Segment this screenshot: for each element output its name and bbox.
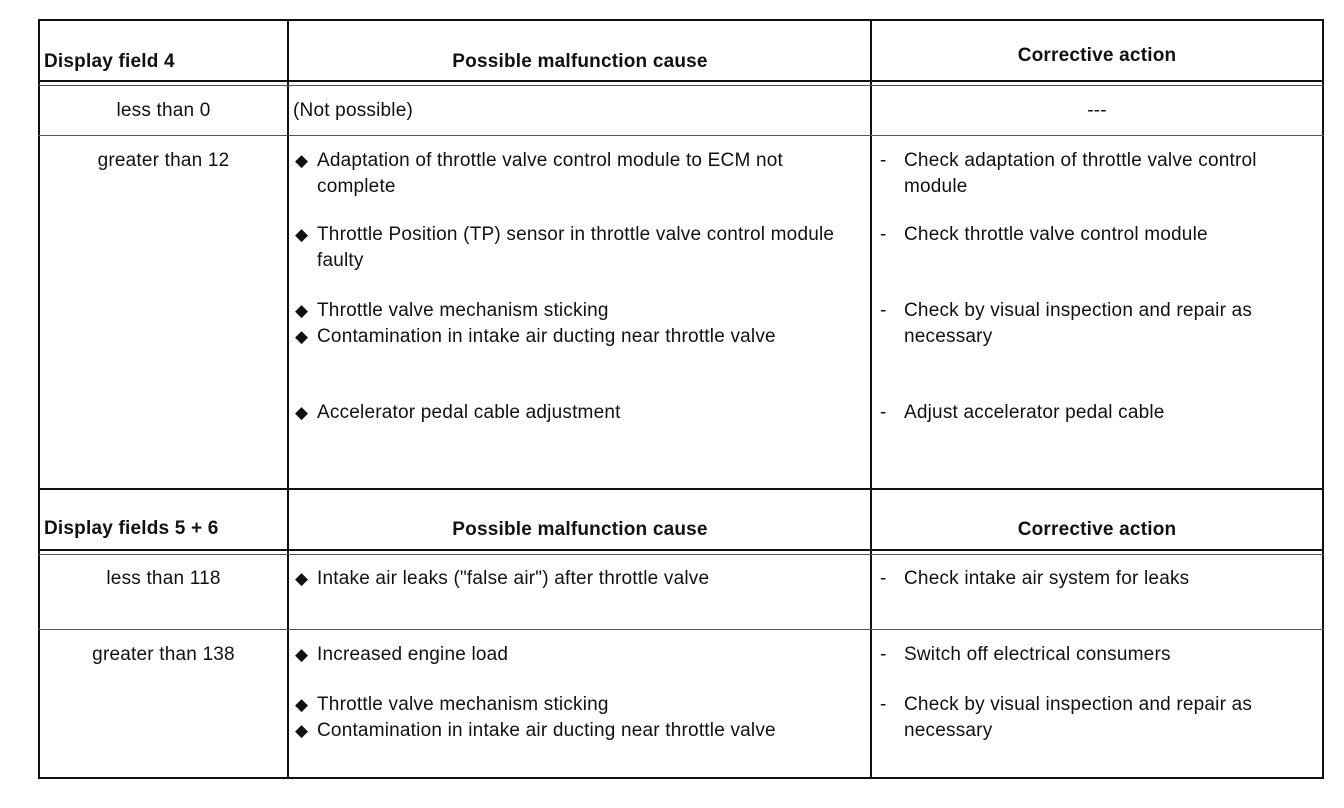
action-text: Check adaptation of throttle valve control module xyxy=(904,150,1257,197)
action-item xyxy=(874,400,1294,426)
header-display-fields: Display fields 5 + 6 xyxy=(44,518,219,539)
action-item xyxy=(874,222,1294,248)
cause-text: Accelerator pedal cable adjustment xyxy=(317,402,621,423)
row-value: less than 0 xyxy=(116,100,211,121)
bullet-diamond-icon: ◆ xyxy=(295,695,309,714)
cause-text: Throttle Position (TP) sensor in throttle valve control module faulty xyxy=(317,224,835,271)
header-divider-2 xyxy=(38,549,1324,551)
cause-text: Throttle valve mechanism sticking xyxy=(317,694,609,715)
bullet-diamond-icon: ◆ xyxy=(295,327,309,346)
dash-icon: - xyxy=(880,224,887,245)
table-border-bottom xyxy=(38,777,1324,779)
action-item xyxy=(874,148,1294,200)
bullet-diamond-icon: ◆ xyxy=(295,403,309,422)
row-value: greater than 12 xyxy=(97,150,230,171)
cause-text: Contamination in intake air ducting near throttle valve xyxy=(317,326,776,347)
action-text: --- xyxy=(1087,100,1107,121)
cause-text: (Not possible) xyxy=(293,100,414,121)
bullet-diamond-icon: ◆ xyxy=(295,151,309,170)
action-item xyxy=(874,298,1294,350)
dash-icon: - xyxy=(880,402,887,423)
action-item xyxy=(874,642,1294,668)
action-text: Check throttle valve control module xyxy=(904,224,1208,245)
action-item xyxy=(874,692,1294,744)
dash-icon: - xyxy=(880,568,887,589)
table-border-right xyxy=(1322,19,1324,779)
bullet-diamond-icon: ◆ xyxy=(295,225,309,244)
header-malfunction-cause: Possible malfunction cause xyxy=(452,51,708,72)
cause-item xyxy=(295,566,855,592)
bullet-diamond-icon: ◆ xyxy=(295,721,309,740)
column-divider-2 xyxy=(870,19,872,779)
header-divider-1b xyxy=(38,85,1324,86)
cause-item xyxy=(295,148,855,200)
column-divider-1 xyxy=(287,19,289,779)
cause-text: Adaptation of throttle valve control module to ECM not complete xyxy=(317,150,783,197)
dash-icon: - xyxy=(880,300,887,321)
dash-icon: - xyxy=(880,150,887,171)
action-text: Check by visual inspection and repair as necessary xyxy=(904,300,1253,347)
action-text: Adjust accelerator pedal cable xyxy=(904,402,1165,423)
cause-item xyxy=(295,298,855,324)
cause-item xyxy=(295,222,855,274)
table-border-top xyxy=(38,19,1324,21)
row-value: greater than 138 xyxy=(92,644,235,665)
cause-text: Increased engine load xyxy=(317,644,509,665)
diagnostic-table xyxy=(38,19,1324,779)
cause-item xyxy=(295,718,855,744)
cause-text: Intake air leaks ("false air") after throttle valve xyxy=(317,568,710,589)
section-divider xyxy=(38,488,1324,490)
cause-item xyxy=(295,642,855,668)
cause-item xyxy=(295,692,855,718)
bullet-diamond-icon: ◆ xyxy=(295,301,309,320)
bullet-diamond-icon: ◆ xyxy=(295,569,309,588)
action-text: Check intake air system for leaks xyxy=(904,568,1190,589)
cause-text: Throttle valve mechanism sticking xyxy=(317,300,609,321)
row-divider xyxy=(38,135,1324,136)
header-display-field: Display field 4 xyxy=(44,51,175,72)
cause-text: Contamination in intake air ducting near throttle valve xyxy=(317,720,776,741)
action-text: Switch off electrical consumers xyxy=(904,644,1171,665)
dash-icon: - xyxy=(880,694,887,715)
header-divider-2b xyxy=(38,554,1324,555)
cause-item xyxy=(295,400,855,426)
header-malfunction-cause: Possible malfunction cause xyxy=(452,519,708,540)
action-text: Check by visual inspection and repair as necessary xyxy=(904,694,1253,741)
bullet-diamond-icon: ◆ xyxy=(295,645,309,664)
header-corrective-action: Corrective action xyxy=(1017,45,1177,66)
cause-item xyxy=(295,324,855,350)
header-corrective-action: Corrective action xyxy=(1017,519,1177,540)
header-divider-1 xyxy=(38,80,1324,82)
row-divider xyxy=(38,629,1324,630)
row-value: less than 118 xyxy=(106,568,221,589)
action-item xyxy=(874,566,1294,592)
dash-icon: - xyxy=(880,644,887,665)
